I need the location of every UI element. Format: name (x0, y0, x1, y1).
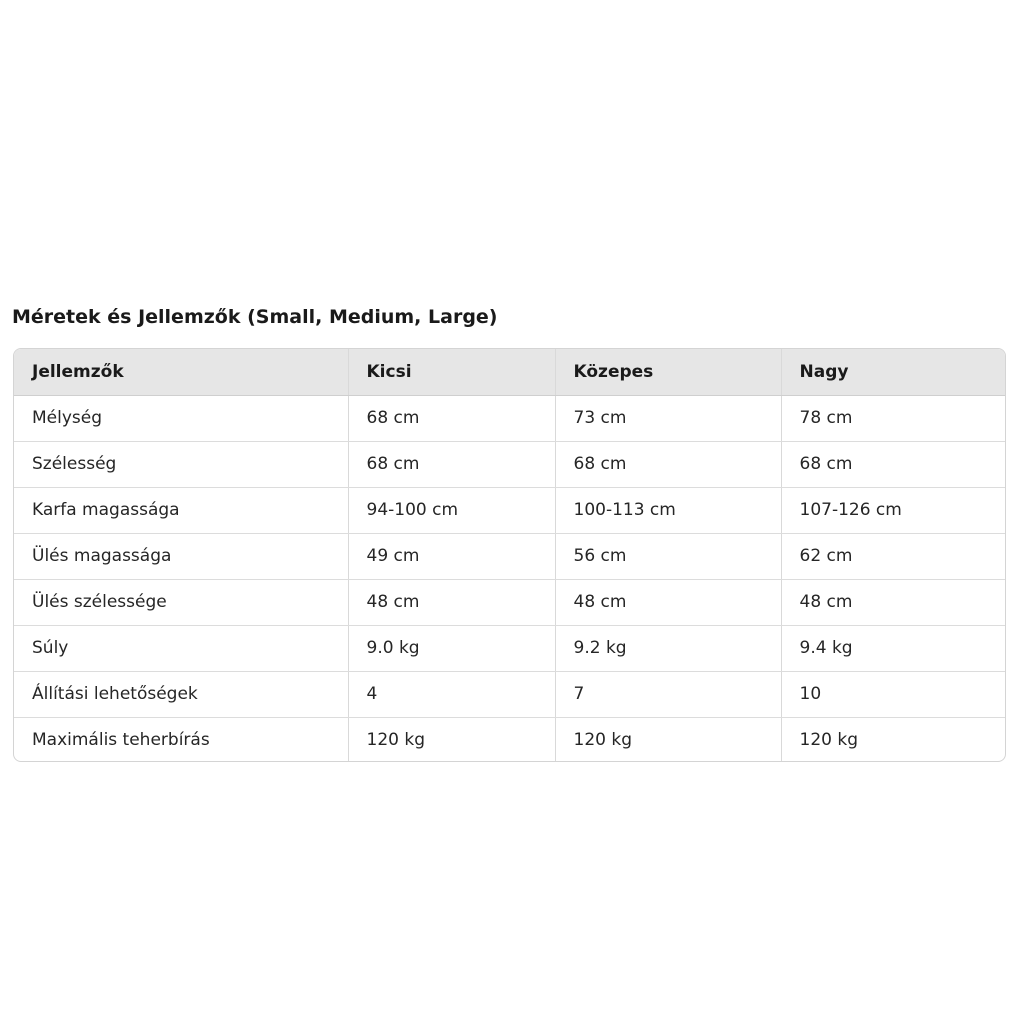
cell-medium: 73 cm (555, 395, 781, 441)
header-cell-feature: Jellemzők (14, 349, 348, 395)
cell-large: 10 (781, 671, 1005, 717)
cell-medium: 120 kg (555, 717, 781, 762)
table-row (14, 533, 1005, 579)
cell-large: 9.4 kg (781, 625, 1005, 671)
table-row (14, 671, 1005, 717)
cell-small: 49 cm (348, 533, 555, 579)
cell-medium: 7 (555, 671, 781, 717)
row-label: Súly (14, 625, 348, 671)
cell-large: 68 cm (781, 441, 1005, 487)
row-label: Ülés szélessége (14, 579, 348, 625)
cell-medium: 100-113 cm (555, 487, 781, 533)
cell-small: 68 cm (348, 395, 555, 441)
row-label: Karfa magassága (14, 487, 348, 533)
cell-large: 62 cm (781, 533, 1005, 579)
cell-medium: 48 cm (555, 579, 781, 625)
table-row (14, 579, 1005, 625)
table-row (14, 717, 1005, 762)
row-label: Mélység (14, 395, 348, 441)
cell-large: 78 cm (781, 395, 1005, 441)
cell-large: 120 kg (799, 730, 858, 751)
table-row (14, 487, 1005, 533)
cell-medium: 9.2 kg (555, 625, 781, 671)
cell-small: 4 (348, 671, 555, 717)
dimensions-table (14, 349, 1005, 762)
header-cell-medium: Közepes (555, 349, 781, 395)
row-label: Ülés magassága (14, 533, 348, 579)
header-cell-large: Nagy (781, 349, 1005, 395)
cell-small: 120 kg (348, 717, 555, 762)
table-row (14, 441, 1005, 487)
cell-small: 94-100 cm (348, 487, 555, 533)
cell-medium: 68 cm (555, 441, 781, 487)
row-label: Maximális teherbírás (14, 717, 348, 762)
cell-large: 48 cm (781, 579, 1005, 625)
row-label: Állítási lehetőségek (14, 671, 348, 717)
row-label: Szélesség (14, 441, 348, 487)
table-row (14, 395, 1005, 441)
dimensions-table-container (13, 348, 1006, 762)
cell-large: 107-126 cm (781, 487, 1005, 533)
cell-small: 9.0 kg (348, 625, 555, 671)
cell-medium: 56 cm (555, 533, 781, 579)
table-title: Méretek és Jellemzők (Small, Medium, Large) (12, 306, 498, 328)
table-row (14, 625, 1005, 671)
table-header-row (14, 349, 1005, 395)
header-cell-small: Kicsi (348, 349, 555, 395)
cell-small: 48 cm (348, 579, 555, 625)
cell-small: 68 cm (348, 441, 555, 487)
